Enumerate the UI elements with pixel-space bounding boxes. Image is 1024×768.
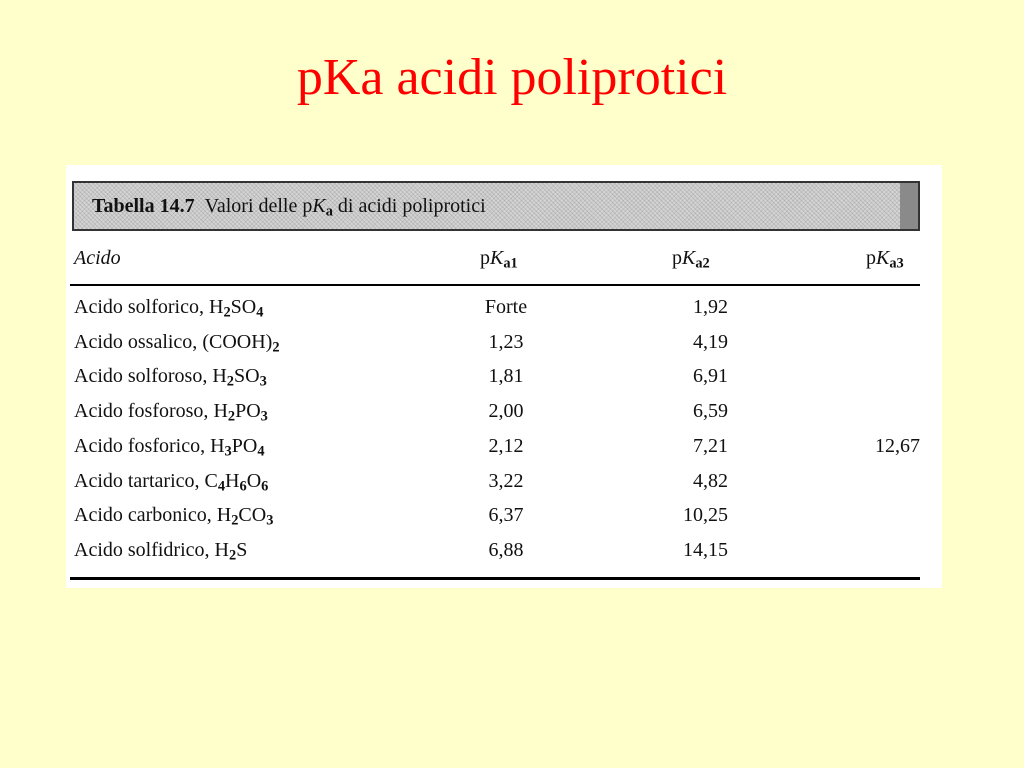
table-row <box>66 504 942 534</box>
slide-title: pKa acidi poliprotici <box>296 49 728 106</box>
formula-part: SO <box>233 365 260 387</box>
caption-text-k: K <box>312 195 326 217</box>
table-row <box>66 470 942 500</box>
scanned-table-image <box>66 165 942 588</box>
acid-name <box>74 435 265 458</box>
acid-label: Acido solforoso, <box>74 365 213 387</box>
pka1-value: 1,81 <box>488 365 524 387</box>
caption-text-a: Valori delle p <box>204 195 313 217</box>
acid-label: Acido solfidrico, <box>74 539 215 561</box>
table-caption-bar <box>72 181 920 231</box>
header-pka2-sub: a2 <box>695 255 710 272</box>
formula-subscript: 3 <box>224 443 232 460</box>
pka3-value: 12,67 <box>875 435 920 457</box>
acid-name <box>74 470 268 493</box>
table-row <box>66 296 942 326</box>
formula-part: CO <box>238 504 267 526</box>
header-pka1 <box>480 247 518 270</box>
header-rule <box>70 284 920 286</box>
acid-label: Acido carbonico, <box>74 504 217 526</box>
formula-subscript: 3 <box>259 373 267 390</box>
caption-bar-shadow <box>900 183 918 229</box>
pka1-value: 2,12 <box>488 435 524 457</box>
acid-name <box>74 504 273 527</box>
formula-part: SO <box>230 296 257 318</box>
caption-number: Tabella 14.7 <box>92 195 195 217</box>
header-pka1-p: p <box>480 247 490 269</box>
table-row <box>66 435 942 465</box>
header-acid <box>74 247 121 270</box>
acid-name <box>74 296 263 319</box>
formula-subscript: 3 <box>260 408 268 425</box>
acid-label: Acido fosforico, <box>74 435 211 457</box>
caption-text-a-sub: a <box>325 203 333 220</box>
formula-subscript: 2 <box>228 547 237 564</box>
acid-label: Acido tartarico, <box>74 470 205 492</box>
pka1-value: 2,00 <box>488 400 524 422</box>
formula-subscript: 2 <box>231 512 239 529</box>
header-pka2 <box>672 247 710 270</box>
formula-part: H <box>212 365 227 387</box>
formula-subscript: 2 <box>227 408 236 425</box>
table-row <box>66 400 942 430</box>
formula-part: H <box>213 400 228 422</box>
pka1-value: 3,22 <box>488 470 524 492</box>
table-caption <box>92 195 486 218</box>
header-pka3-sub: a3 <box>889 255 904 272</box>
formula-subscript: 2 <box>223 304 231 321</box>
pka2-value: 6,91 <box>693 365 728 387</box>
acid-label: Acido solforico, <box>74 296 209 318</box>
formula-part: H <box>216 504 232 526</box>
header-pka1-sub: a1 <box>503 255 518 272</box>
table-row <box>66 331 942 361</box>
formula-part: (COOH) <box>202 331 273 353</box>
pka1-value: 6,88 <box>488 539 524 561</box>
formula-part: H <box>210 435 225 457</box>
formula-part: C <box>204 470 218 492</box>
pka1-value: Forte <box>484 296 528 318</box>
acid-name <box>74 539 247 562</box>
acid-label: Acido fosforoso, <box>74 400 214 422</box>
formula-part: PO <box>231 435 258 457</box>
formula-subscript: 2 <box>272 339 280 356</box>
header-pka3 <box>866 247 904 270</box>
pka2-value: 7,21 <box>693 435 728 457</box>
formula-subscript: 2 <box>226 373 234 390</box>
header-pka3-p: p <box>866 247 876 269</box>
formula-subscript: 4 <box>257 443 265 460</box>
formula-subscript: 4 <box>256 304 264 321</box>
formula-part: S <box>236 539 248 561</box>
pka2-value: 10,25 <box>683 504 728 526</box>
formula-part: H <box>208 296 224 318</box>
acid-name <box>74 400 268 423</box>
formula-subscript: 3 <box>266 512 274 529</box>
table-row <box>66 365 942 395</box>
caption-text-b: di acidi poliprotici <box>332 195 486 217</box>
pka2-value: 4,19 <box>693 331 728 353</box>
pka1-value: 6,37 <box>488 504 524 526</box>
pka1-value: 1,23 <box>488 331 524 353</box>
formula-subscript: 6 <box>239 478 247 495</box>
formula-part: H <box>225 470 240 492</box>
header-acid-label: Acido <box>74 247 121 269</box>
formula-subscript: 6 <box>261 478 269 495</box>
acid-name <box>74 331 280 354</box>
acid-name <box>74 365 267 388</box>
pka2-value: 6,59 <box>693 400 728 422</box>
header-pka2-k: K <box>682 247 696 269</box>
formula-part: O <box>246 470 262 492</box>
pka2-value: 1,92 <box>693 296 728 318</box>
bottom-rule <box>70 577 920 580</box>
formula-part: H <box>214 539 229 561</box>
header-pka1-k: K <box>490 247 504 269</box>
pka2-value: 14,15 <box>683 539 728 561</box>
header-pka2-p: p <box>672 247 682 269</box>
formula-subscript: 4 <box>217 478 226 495</box>
formula-part: PO <box>235 400 261 422</box>
table-row <box>66 539 942 569</box>
acid-label: Acido ossalico, <box>74 331 203 353</box>
header-pka3-k: K <box>876 247 890 269</box>
pka2-value: 4,82 <box>693 470 728 492</box>
